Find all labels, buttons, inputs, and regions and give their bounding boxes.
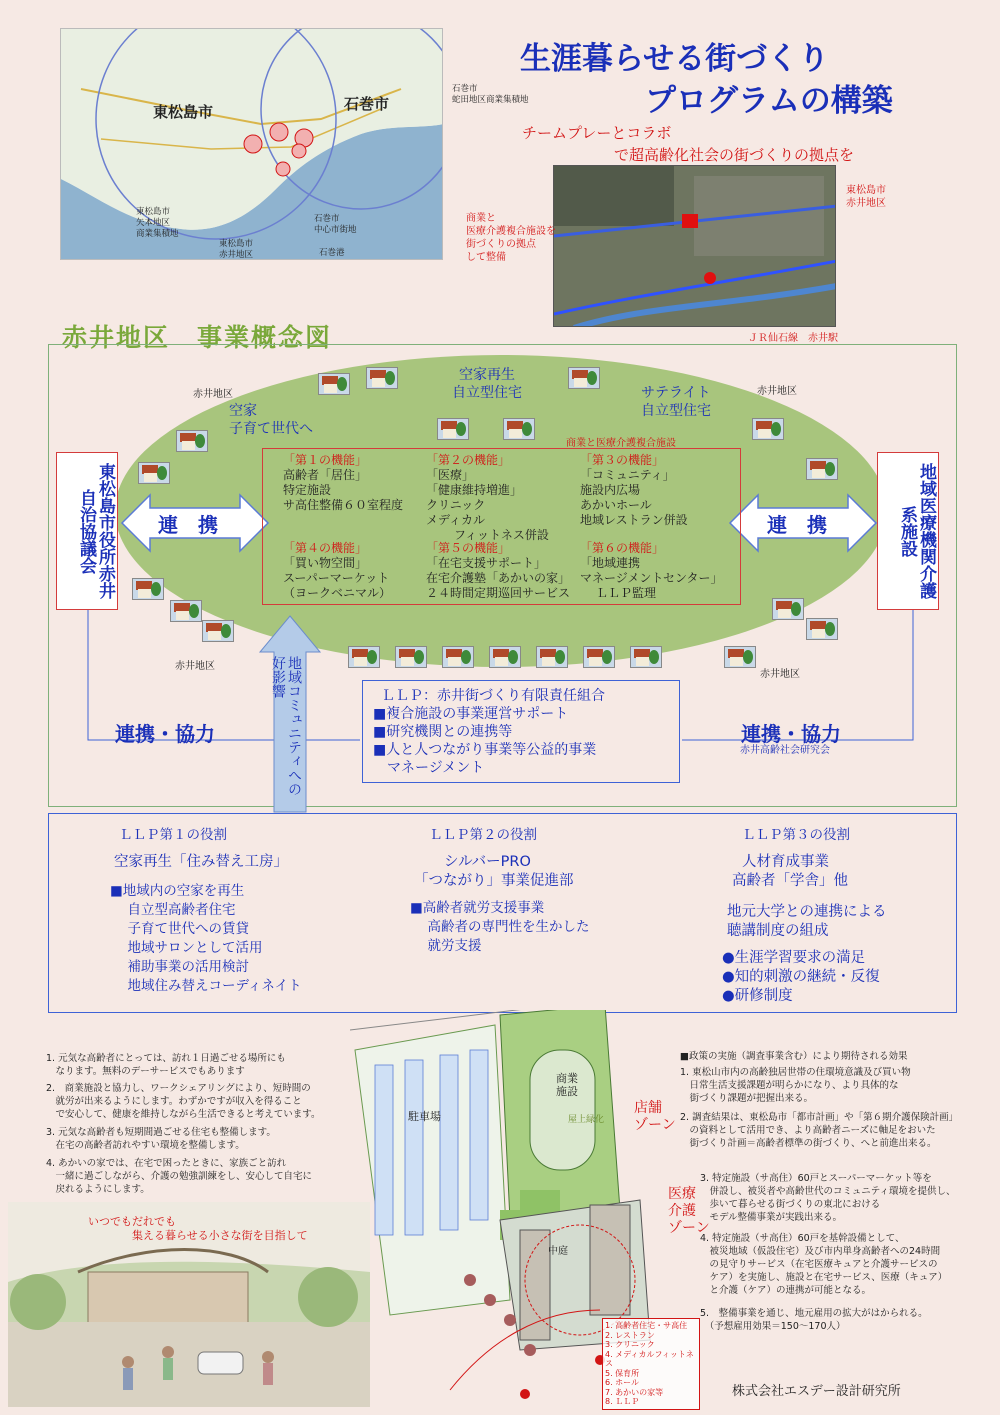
satellite-graphic — [554, 166, 836, 327]
area-map — [60, 28, 443, 260]
role-1: ＬＬＰ第１の役割 空家再生「住み替え工房」 ■地域内の空家を再生 自立型高齢者住宅 子育て世代への賃貸 地域サロンとして活用 補助事業の活用検討 地域住み替えコーディネイト — [110, 827, 302, 994]
akai-label-tl: 赤井地区 — [193, 389, 233, 400]
function-5: 「第５の機能」 「在宅支援サポート」 在宅介護塾「あかいの家」 ２４時間定期巡回サービス — [426, 541, 571, 600]
house-icon — [503, 418, 535, 440]
coop-left-label: 連携・協力 — [115, 722, 215, 746]
role-3: ＬＬＰ第３の役割 人材育成事業 高齢者「学舎」他 地元大学との連携による 聴講制度の組成 ●生涯学習要求の満足 ●知的刺激の継続・反復 ●研修制度 — [722, 827, 887, 1004]
plan-courtyard-label: 中庭 — [548, 1246, 568, 1257]
top-housing-label: 空家再生 自立型住宅 — [452, 367, 522, 401]
station-label: ＪＲ仙石線 赤井駅 — [748, 333, 838, 344]
company-name: 株式会社エスデー設計研究所 — [732, 1384, 901, 1399]
house-icon — [366, 367, 398, 389]
satellite-housing-label: サテライト 自立型住宅 — [641, 385, 711, 419]
research-label: 赤井高齢社会研究会 — [740, 745, 830, 756]
plan-legend: 1. 高齢者住宅・サ高住 2. レストラン 3. クリニック 4. メディカルフィットネス 5. 保育所 6. ホール 7. あかいの家等 8. ＬＬＰ — [602, 1318, 700, 1410]
map-city-right: 石巻市 — [344, 95, 390, 113]
map-label-yamoto: 東松島市 矢本地区 商業集積地 — [136, 207, 179, 239]
function-3: 「第３の機能」 「コミュニティ」 施設内広場 あかいホール 地域レストラン併設 — [580, 453, 688, 527]
map-label-center: 石巻市 中心市街地 — [314, 214, 357, 235]
city-hall-box: 東松島市役所赤井自治協議会 — [56, 452, 118, 610]
house-icon — [752, 418, 784, 440]
plan-roof-label: 屋上緑化 — [568, 1115, 605, 1125]
illustration-caption: いつでもだれでも 集える暮らせる小さな街を目指して — [88, 1215, 308, 1242]
subtitle: チームプレーとコラボ で超高齢化社会の街づくりの拠点を — [522, 124, 855, 164]
function-6: 「第６の機能」 「地域連携 マネージメントセンター」 ＬＬＰ監理 — [580, 541, 723, 600]
plan-shop-label: 商業 施設 — [556, 1072, 578, 1098]
community-arrow-label: 地域コミュニティへの好影響 — [270, 656, 302, 796]
notes-right: ■政策の実施（調査事業含む）により期待される効果 1. 東松山市内の高齢独居世帯の住環境意識及び買い物 日常生活支援課題が明らかになり、より具体的な 街づくり課題が把握出来る。 2. 調査結果は、東松島市「都市計画」や「第６期介護保険計画」 の資料として活用でき、より高齢者ニーズに軸足をおいた 街づくり計画＝高齢者標準の街づくり、へと前進出来る。 3. 特定施設（サ高住）60戸とスーパーマーケット等を 併設し、被災者や高齢世代のコミュニティ環境を提供し、 歩いて暮らせる街づくりの東北における モデル整備事業が実践出来る。 4. 特定施設（サ高住）60戸を基幹設備として、 被災地域（仮設住宅）及び市内単身高齢者への24時間 の見守りサービス（在宅医療キュアと介護サービスの ケア）を実施し、施設と在宅サービス、医療（キュア） と介護（ケア）の連携が可能となる。 5. 整備事業を通じ、地元雇用の拡大がはかられる。 （予想雇用効果＝150〜170人） — [680, 1051, 959, 1332]
medical-box: 地域医療機関介護系施設 — [877, 452, 939, 610]
page-title: 生涯暮らせる街づくり プログラムの構築 — [520, 41, 893, 119]
zone-shop-label: 店舗 ゾーン — [634, 1100, 676, 1133]
function-1: 「第１の機能」 高齢者「居住」 特定施設 サ高住整備６０室程度 — [283, 453, 404, 512]
map-label-port: 石巻港 — [319, 248, 345, 258]
map-city-left: 東松島市 — [153, 103, 214, 121]
akai-label-br: 赤井地区 — [760, 669, 800, 680]
house-icon — [568, 367, 600, 389]
satellite-photo — [553, 165, 836, 327]
llp-box: ＬＬＰ：赤井街づくり有限責任組合 ■複合施設の事業運営サポート ■研究機関との連携等 ■人と人つながり事業等公益的事業 マネージメント — [362, 680, 680, 783]
role-2: ＬＬＰ第２の役割 シルバーPRO 「つながり」事業促進部 ■高齢者就労支援事業 高齢者の専門性を生かした 就労支援 — [410, 827, 590, 954]
vacancy-label: 空家 子育て世代へ — [229, 403, 313, 437]
map-graphic — [61, 29, 443, 260]
akai-label-tr: 赤井地区 — [757, 386, 797, 397]
house-icon — [437, 418, 469, 440]
function-4: 「第４の機能」 「買い物空間」 スーパーマーケット （ヨークベニマル） — [283, 541, 392, 600]
renkei-left-label: 連 携 — [158, 513, 218, 537]
house-icon — [318, 373, 350, 395]
akai-label-bl: 赤井地区 — [175, 661, 215, 672]
complex-label: 商業と医療介護複合施設 — [566, 438, 676, 449]
map-label-akai: 東松島市 赤井地区 — [219, 239, 254, 260]
notes-left: 1. 元気な高齢者にとっては、訪れ１日過ごせる場所にも なります。無料のデーサービスでもあります 2. 商業施設と協力し、ワークシェアリングにより、短時間の 就労が出来るようにします。わずかですが収入を得ること で安心して、健康を維持しながら生活できると考えています。 3. 元気な高齢者も短期間過ごせる住宅も整備します。 在宅の高齢者訪れやすい環境を整備します。 4. あかいの家では、在宅で困ったときに、家族ごと訪れ 一緒に過ごしながら、介護の勉強訓練をし、安心して自宅に 戻れるようにします。 — [46, 1053, 321, 1195]
function-2: 「第２の機能」 「医療」 「健康維持増進」 クリニック メディカル フィットネス併設 — [426, 453, 549, 542]
coop-right-label: 連携・協力 — [741, 722, 841, 746]
house-icon — [806, 458, 838, 480]
concept-title: 赤井地区 事業概念図 — [62, 323, 333, 352]
house-icon — [176, 430, 208, 452]
zone-medical-label: 医療 介護 ゾーン — [668, 1186, 710, 1236]
plan-parking-label: 駐車場 — [408, 1110, 441, 1123]
renkei-right-label: 連 携 — [767, 513, 827, 537]
house-icon — [138, 462, 170, 484]
satellite-note: 商業と 医療介護複合施設を 街づくりの拠点 して整備 — [466, 213, 556, 263]
house-icon — [132, 578, 164, 600]
satellite-area-label: 東松島市 赤井地区 — [846, 185, 886, 209]
map-label-jawata: 石巻市 蛇田地区商業集積地 — [452, 84, 529, 105]
